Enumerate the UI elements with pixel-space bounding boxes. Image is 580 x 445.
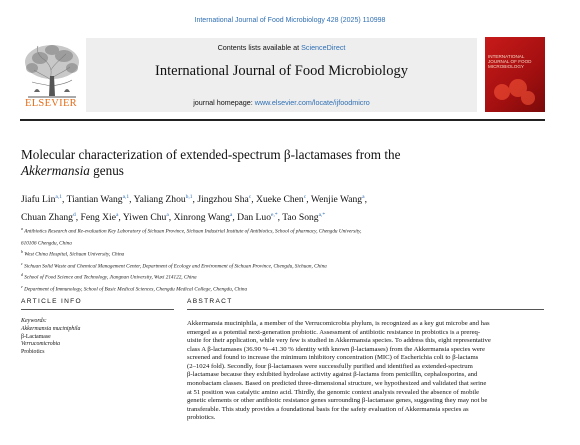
keyword-item[interactable]: Probiotics [21, 349, 45, 356]
author-name[interactable]: Jingzhou Sha [197, 194, 249, 206]
author-separator: , [75, 211, 81, 223]
author-separator: , [306, 194, 311, 206]
keywords-label: Keywords: [21, 318, 47, 324]
affiliation-item [21, 225, 541, 237]
publisher-logo-text[interactable]: ELSEVIER [25, 98, 77, 109]
author-separator: , [251, 194, 257, 206]
affiliation-mark: d [21, 272, 23, 278]
journal-title: International Journal of Food Microbiology [155, 63, 408, 79]
abstract-heading: ABSTRACT [187, 298, 233, 305]
author-name[interactable]: Yaliang Zhou [133, 194, 186, 206]
homepage-prefix: journal homepage: [193, 98, 255, 107]
contents-line [86, 43, 477, 52]
affiliation-text: West China Hospital, Sichuan University, China [24, 251, 125, 258]
author-affiliation-mark[interactable]: c [248, 194, 252, 200]
author-affiliation-mark[interactable]: a [166, 211, 169, 218]
cover-title: INTERNATIONAL JOURNAL OF FOOD MICROBIOLOGY [488, 54, 532, 70]
affiliation-item [21, 260, 541, 272]
author-name[interactable]: Chuan Zhang [21, 211, 73, 223]
abstract-line: Akkermansia muciniphila, a member of the Verrucomicrobia phylum, is recognized as a key gut microbe and has [187, 320, 490, 327]
author-affiliation-mark[interactable]: a [115, 211, 119, 218]
author-affiliation-mark[interactable]: a [229, 211, 233, 218]
affiliation-text: Sichuan Solid Waste and Chemical Management Center, Department of Ecology and Environment of Sichuan Province, Chengdu, Sichuan, China [24, 263, 327, 270]
abstract-line: β-lactamase because they exhibited hydrolase activity against β-lactams from penicillin, cephalosporins, and [187, 371, 478, 379]
author-name[interactable]: Tiantian Wang [66, 194, 123, 206]
abstract-line: (2–1024 fold). Secondly, four β-lactamases were successfully purified and identified as extended-spectrum [187, 362, 473, 370]
keyword-item[interactable]: β-Lactamase [21, 333, 51, 340]
author-list [21, 190, 541, 225]
affiliation-list [21, 225, 541, 294]
affiliation-item [21, 271, 541, 283]
author-name[interactable]: Dan Luo [237, 211, 272, 223]
title-genus: Akkermansia [21, 163, 90, 178]
journal-citation[interactable]: International Journal of Food Microbiology 428 (2025) 110998 [194, 17, 386, 24]
abstract-line: class A β-lactamases (36.90 %–41.30 % identity with known β-lactamases) from the Akkermansia species were [187, 345, 485, 353]
title-line-1: Molecular characterization of extended-spectrum β-lactamases from the [21, 147, 401, 162]
affiliation-item [21, 248, 541, 260]
author-affiliation-mark[interactable]: e,* [271, 211, 278, 218]
author-separator: , [277, 211, 283, 223]
author-name[interactable]: Tao Song [282, 211, 319, 223]
author-affiliation-mark[interactable]: b,1 [185, 194, 193, 200]
author-separator: , [168, 211, 174, 223]
homepage-line [86, 98, 477, 107]
author-name[interactable]: Yiwen Chu [122, 211, 167, 223]
abstract-body [187, 320, 544, 423]
author-separator: , [129, 194, 134, 206]
author-separator: , [364, 194, 367, 206]
abstract-line: emerged as a potential next-generation probiotic. Assessment of antibiotic resistance in probiotics is a prereq- [187, 328, 481, 336]
abstract-line: screened and found to increase the minimum inhibitory concentration (MIC) of Escherichia coli to β-lactams [187, 354, 479, 362]
article-info-heading: ARTICLE INFO [21, 298, 82, 305]
affiliation-item [21, 283, 541, 295]
title-line-2-rest: genus [89, 163, 124, 178]
author-name[interactable]: Xinrong Wang [173, 211, 230, 223]
author-affiliation-mark[interactable]: d [72, 211, 76, 218]
affiliation-text: School of Food Science and Technology, Jiangnan University, Wuxi 214122, China [24, 274, 197, 281]
abstract-line: at 51 position was catalytic amino acid. Thirdly, the genomic context analysis revealed the absence of mobile [187, 388, 480, 396]
journal-homepage-link[interactable]: www.elsevier.com/locate/ijfoodmicro [254, 98, 370, 107]
affiliation-mark: c [21, 260, 23, 266]
article-title [21, 147, 541, 179]
author-name[interactable]: Feng Xie [80, 211, 116, 223]
author-affiliation-mark[interactable]: a,* [318, 211, 326, 218]
affiliation-text: 610106 Chengdu, China [21, 240, 72, 247]
affiliation-mark: b [21, 249, 23, 255]
author-affiliation-mark[interactable]: a,1 [55, 194, 62, 200]
author-name[interactable]: Xueke Chen [256, 194, 304, 206]
author-name[interactable]: Wenjie Wang [310, 194, 363, 206]
affiliation-text: Department of Immunology, School of Basic Medical Sciences, Chengdu Medical College, Chengdu, China [24, 286, 248, 293]
author-separator: , [232, 211, 238, 223]
abstract-rule [187, 309, 544, 310]
affiliation-mark: a [21, 226, 23, 231]
author-name[interactable]: Jiafu Lin [21, 194, 56, 206]
abstract-line: genetic elements or other antibiotic resistance genes surrounding β-lactamase genes, suggesting they may not be [187, 397, 488, 405]
abstract-line: monobactam classes. Based on predicted three-dimensional structure, we hypothesized and validated that serine [187, 379, 487, 387]
abstract-line: transferable. This study provides a foundational basis for the safety evaluation of Akkermansia species as [187, 405, 469, 413]
affiliation-item [21, 237, 541, 249]
abstract-line: probiotics. [187, 414, 216, 422]
author-affiliation-mark[interactable]: c [303, 194, 307, 200]
contents-prefix: Contents lists available at [217, 43, 302, 52]
author-separator: , [118, 211, 123, 223]
affiliation-text: Antibiotics Research and Re-evaluation Key Laboratory of Sichuan Province, Sichuan Industrial Institute of Antibiotics, School of pharmacy, Chengdu University, [24, 228, 362, 235]
keyword-item[interactable]: Akkermansia muciniphila [21, 326, 81, 332]
cover-artwork [492, 78, 538, 106]
article-info-rule [21, 309, 174, 310]
affiliation-mark: e [21, 283, 23, 289]
abstract-line: uisite for their application, while very few is studied in Akkermansia species. To address this, eight representative [187, 337, 491, 345]
keywords-list [21, 326, 171, 357]
author-separator: , [61, 194, 67, 206]
author-affiliation-mark[interactable]: a,1 [122, 194, 130, 200]
author-affiliation-mark[interactable]: a [362, 194, 365, 200]
sciencedirect-link[interactable]: ScienceDirect [301, 43, 346, 52]
keyword-item[interactable]: Verrucomicrobia [21, 341, 61, 348]
header-divider [20, 119, 545, 121]
author-separator: , [192, 194, 198, 206]
